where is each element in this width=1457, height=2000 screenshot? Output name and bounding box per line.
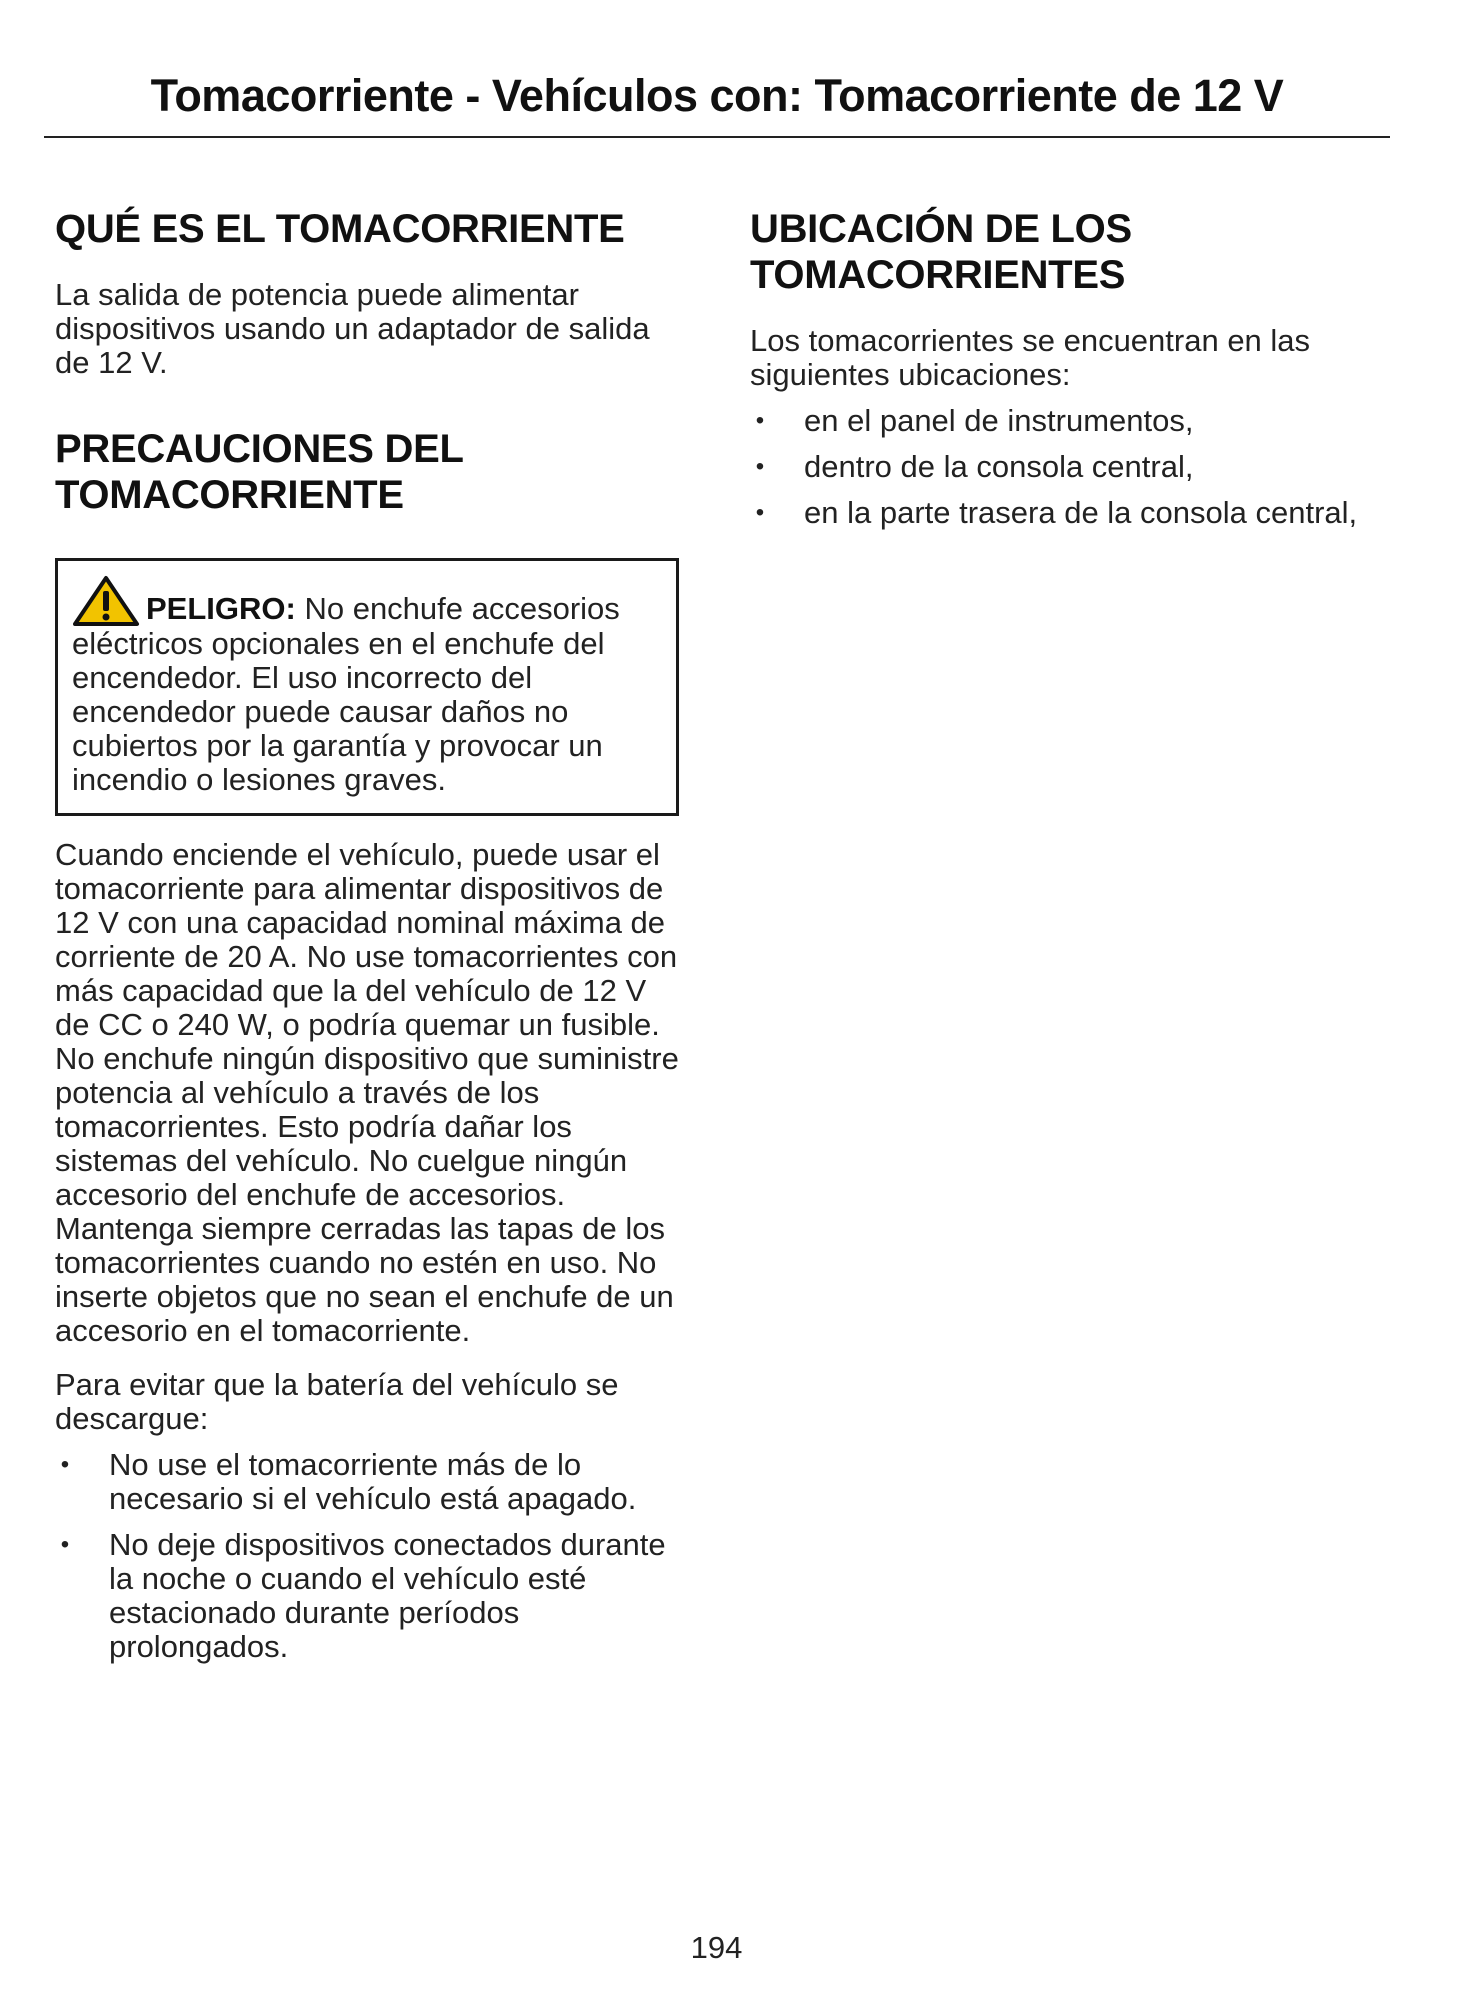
bullet-icon: • [755,499,765,526]
warning-text-block [72,575,662,797]
warning-label: PELIGRO: [146,591,296,626]
bullet-icon: • [755,407,765,434]
left-column [55,200,685,1676]
bullet-icon: • [60,1451,70,1478]
list-item: • en el panel de instrumentos, [750,404,1400,438]
bullet-icon: • [60,1531,70,1558]
section-heading-precautions: PRECAUCIONES DEL TOMACORRIENTE [55,427,463,517]
list-item: • dentro de la consola central, [750,450,1400,484]
bullet-icon: • [755,453,765,480]
section-heading-location: UBICACIÓN DE LOS TOMACORRIENTES [750,207,1132,297]
right-column [750,200,1400,542]
list-item: • No use el tomacorriente más de lo necesario si el vehículo está apagado. [55,1448,685,1516]
list-item: • No deje dispositivos conectados durante la noche o cuando el vehículo esté estacionado durante períodos prolongados. [55,1528,685,1664]
section-paragraph-location: Los tomacorrientes se encuentran en las siguientes ubicaciones: [750,323,1311,392]
page-title: Tomacorriente - Vehículos con: Tomacorriente de 12 V [150,70,1284,121]
warning-body: No enchufe accesorios eléctricos opcionales en el enchufe del encendedor. El uso incorrecto del encendedor puede causar daños no cubiertos por la garantía y provocar un incendio o lesiones graves. [72,591,620,797]
location-bullet-list [750,404,1400,530]
warning-triangle-icon [72,575,140,627]
danger-warning-box [55,558,679,816]
battery-bullet-list [55,1448,685,1664]
section-paragraph-what-is: La salida de potencia puede alimentar dispositivos usando un adaptador de salida de 12 V. [55,277,650,380]
header-divider [44,136,1390,138]
section-heading-what-is: QUÉ ES EL TOMACORRIENTE [55,207,625,251]
page-number: 194 [690,1930,743,1965]
precautions-paragraph: Cuando enciende el vehículo, puede usar el tomacorriente para alimentar dispositivos de 12 V con una capacidad nominal máxima de corriente de 20 A. No use tomacorrientes con más capacidad que la del vehículo de 12 V de CC o 240 W, o podría quemar un fusible. No enchufe ningún dispositivo que suministre potencia al vehículo a través de los tomacorrientes. Esto podría dañar los sistemas del vehículo. No cuelgue ningún accesorio del enchufe de accesorios. Mantenga siempre cerradas las tapas de los tomacorrientes cuando no estén en uso. No inserte objetos que no sean el enchufe de un accesorio en el tomacorriente. [55,837,679,1348]
list-item: • en la parte trasera de la consola central, [750,496,1400,530]
battery-paragraph: Para evitar que la batería del vehículo se descargue: [55,1367,619,1436]
